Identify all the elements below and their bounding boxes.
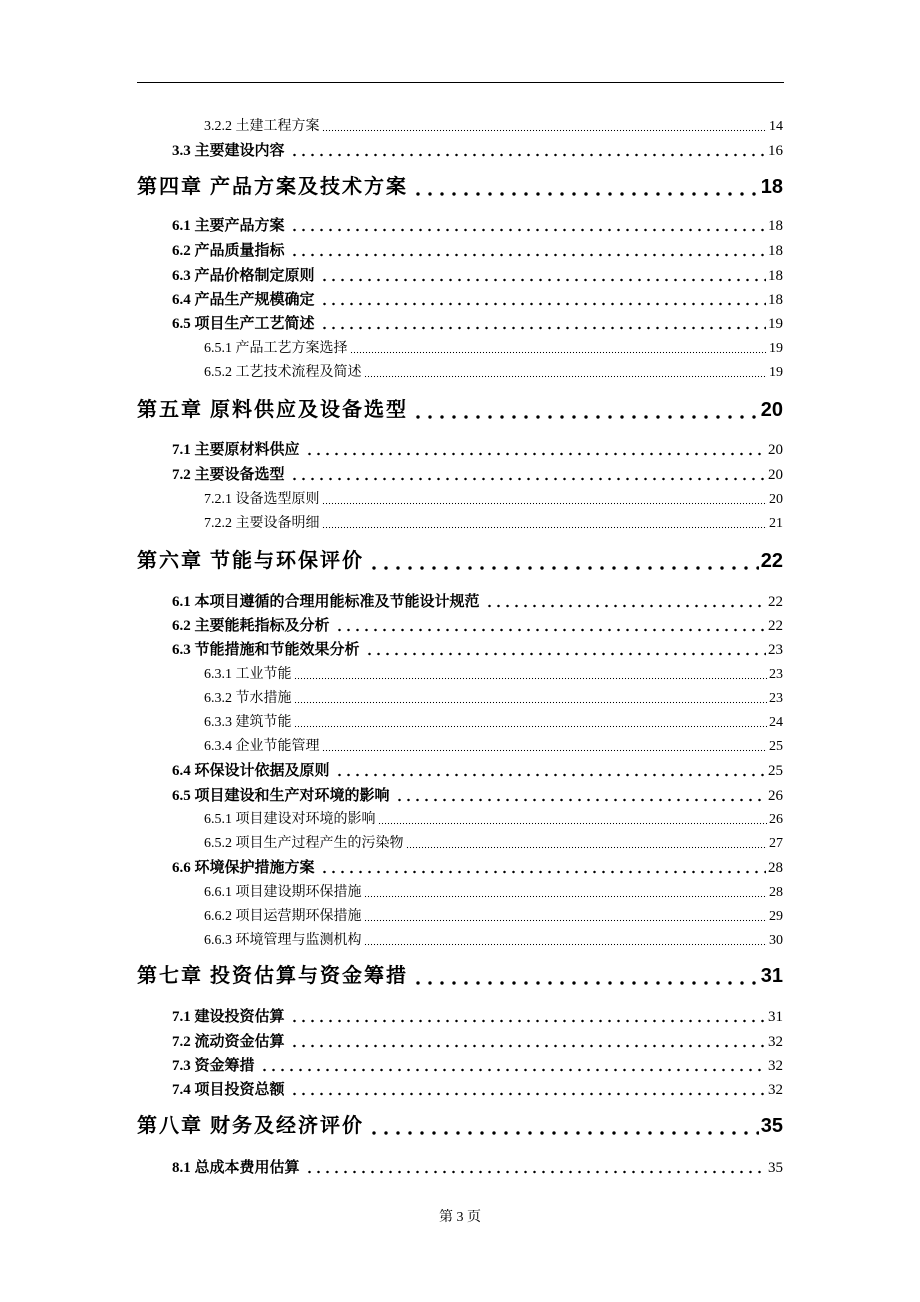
toc-chapter-page: 18 bbox=[760, 176, 783, 198]
toc-entry[interactable] bbox=[204, 488, 783, 508]
dot-leader bbox=[322, 488, 768, 508]
toc-entry-page: 22 bbox=[768, 594, 783, 610]
toc-chapter-page: 22 bbox=[760, 550, 783, 572]
page-number-footer: 第 3 页 bbox=[439, 1210, 481, 1225]
toc-entry-label: 6.2 产品质量指标 bbox=[172, 243, 285, 259]
toc-entry-label: 6.3 节能措施和节能效果分析 bbox=[172, 642, 360, 658]
dot-leader bbox=[322, 735, 768, 755]
toc-entry-label: 6.1 本项目遵循的合理用能标准及节能设计规范 bbox=[172, 594, 480, 610]
toc-entry-label: 3.3 主要建设内容 bbox=[172, 143, 285, 159]
toc-entry-page: 28 bbox=[769, 885, 783, 900]
toc-entry[interactable] bbox=[172, 311, 783, 333]
toc-chapter-label: 第五章 原料供应及设备选型 bbox=[137, 399, 408, 421]
toc-entry[interactable] bbox=[204, 929, 783, 949]
toc-entry-label: 6.5.1 产品工艺方案选择 bbox=[204, 341, 348, 356]
toc-entry-page: 24 bbox=[769, 715, 783, 730]
dot-leader bbox=[287, 238, 766, 260]
toc-entry-page: 26 bbox=[768, 788, 783, 804]
toc-entry-page: 23 bbox=[769, 691, 783, 706]
toc-chapter[interactable] bbox=[137, 394, 783, 422]
toc-entry-page: 14 bbox=[769, 119, 783, 134]
toc-entry-page: 32 bbox=[768, 1034, 783, 1050]
dot-leader bbox=[322, 115, 768, 135]
dot-leader bbox=[294, 711, 768, 731]
toc-entry[interactable] bbox=[172, 263, 783, 285]
toc-entry-page: 30 bbox=[769, 933, 783, 948]
dot-leader bbox=[410, 960, 759, 988]
toc-entry[interactable] bbox=[172, 855, 783, 877]
dot-leader bbox=[392, 783, 766, 805]
toc-entry-page: 27 bbox=[769, 836, 783, 851]
toc-entry-page: 18 bbox=[768, 243, 783, 259]
dot-leader bbox=[287, 138, 766, 160]
toc-entry-page: 20 bbox=[769, 492, 783, 507]
toc-entry-page: 19 bbox=[769, 365, 783, 380]
dot-leader bbox=[317, 855, 766, 877]
toc-entry[interactable] bbox=[172, 1077, 783, 1099]
toc-entry[interactable] bbox=[204, 512, 783, 532]
toc-entry-label: 7.2.1 设备选型原则 bbox=[204, 492, 320, 507]
toc-entry-label: 6.5 项目生产工艺简述 bbox=[172, 316, 315, 332]
toc-entry-label: 7.2 主要设备选型 bbox=[172, 467, 285, 483]
toc-entry[interactable] bbox=[204, 687, 783, 707]
toc-entry-page: 28 bbox=[768, 860, 783, 876]
toc-entry[interactable] bbox=[204, 808, 783, 828]
toc-entry-page: 20 bbox=[768, 467, 783, 483]
toc-entry-label: 7.1 主要原材料供应 bbox=[172, 442, 300, 458]
toc-entry[interactable] bbox=[204, 663, 783, 683]
toc-chapter-label: 第六章 节能与环保评价 bbox=[137, 550, 364, 572]
toc-chapter-page: 35 bbox=[760, 1115, 783, 1137]
toc-entry[interactable] bbox=[172, 1029, 783, 1051]
toc-entry[interactable] bbox=[172, 637, 783, 659]
toc-entry-label: 6.5 项目建设和生产对环境的影响 bbox=[172, 788, 390, 804]
dot-leader bbox=[287, 462, 766, 484]
toc-entry-label: 6.3.3 建筑节能 bbox=[204, 715, 292, 730]
toc-entry[interactable] bbox=[204, 361, 783, 381]
toc-entry[interactable] bbox=[172, 1004, 783, 1026]
toc-entry-label: 6.5.2 工艺技术流程及简述 bbox=[204, 365, 362, 380]
toc-entry[interactable] bbox=[204, 711, 783, 731]
toc-entry-label: 6.1 主要产品方案 bbox=[172, 218, 285, 234]
toc-entry-page: 25 bbox=[768, 763, 783, 779]
toc-entry[interactable] bbox=[172, 783, 783, 805]
dot-leader bbox=[302, 1155, 766, 1177]
toc-entry[interactable] bbox=[172, 589, 783, 611]
toc-entry[interactable] bbox=[172, 287, 783, 309]
dot-leader bbox=[287, 213, 766, 235]
toc-entry-label: 6.2 主要能耗指标及分析 bbox=[172, 618, 330, 634]
toc-entry-page: 25 bbox=[769, 739, 783, 754]
toc-entry[interactable] bbox=[204, 337, 783, 357]
toc-entry[interactable] bbox=[172, 758, 783, 780]
dot-leader bbox=[294, 687, 768, 707]
toc-entry-page: 31 bbox=[768, 1009, 783, 1025]
toc-entry-label: 6.6 环境保护措施方案 bbox=[172, 860, 315, 876]
toc-entry-label: 6.6.2 项目运营期环保措施 bbox=[204, 909, 362, 924]
dot-leader bbox=[332, 613, 766, 635]
toc-entry-page: 18 bbox=[768, 268, 783, 284]
toc-chapter-label: 第四章 产品方案及技术方案 bbox=[137, 176, 408, 198]
dot-leader bbox=[287, 1029, 766, 1051]
toc-entry-page: 26 bbox=[769, 812, 783, 827]
dot-leader bbox=[317, 287, 766, 309]
toc-entry[interactable] bbox=[204, 905, 783, 925]
toc-entry-page: 18 bbox=[768, 292, 783, 308]
toc-entry-label: 3.2.2 土建工程方案 bbox=[204, 119, 320, 134]
dot-leader bbox=[410, 171, 759, 199]
dot-leader bbox=[294, 663, 768, 683]
toc-chapter[interactable] bbox=[137, 1110, 783, 1138]
toc-entry-label: 7.2.2 主要设备明细 bbox=[204, 516, 320, 531]
dot-leader bbox=[302, 437, 766, 459]
toc-entry-label: 8.1 总成本费用估算 bbox=[172, 1160, 300, 1176]
dot-leader bbox=[317, 311, 766, 333]
toc-entry[interactable] bbox=[172, 462, 783, 484]
dot-leader bbox=[364, 905, 768, 925]
toc-chapter-label: 第八章 财务及经济评价 bbox=[137, 1115, 364, 1137]
dot-leader bbox=[287, 1077, 766, 1099]
toc-entry[interactable] bbox=[204, 115, 783, 135]
toc-entry-label: 6.3.1 工业节能 bbox=[204, 667, 292, 682]
toc-entry[interactable] bbox=[172, 238, 783, 260]
toc-entry-label: 6.3.4 企业节能管理 bbox=[204, 739, 320, 754]
toc-entry-label: 7.3 资金筹措 bbox=[172, 1058, 255, 1074]
dot-leader bbox=[364, 929, 768, 949]
toc-entry-label: 6.4 环保设计依据及原则 bbox=[172, 763, 330, 779]
toc-chapter-label: 第七章 投资估算与资金筹措 bbox=[137, 965, 408, 987]
toc-entry-page: 21 bbox=[769, 516, 783, 531]
toc-entry-page: 35 bbox=[768, 1160, 783, 1176]
toc-entry[interactable] bbox=[204, 735, 783, 755]
toc-entry[interactable] bbox=[172, 1155, 783, 1177]
toc-entry-page: 23 bbox=[769, 667, 783, 682]
toc-entry-label: 6.3.2 节水措施 bbox=[204, 691, 292, 706]
toc-entry-page: 19 bbox=[769, 341, 783, 356]
dot-leader bbox=[364, 881, 768, 901]
toc-entry-page: 23 bbox=[768, 642, 783, 658]
dot-leader bbox=[406, 832, 768, 852]
dot-leader bbox=[362, 637, 766, 659]
toc-entry-label: 6.5.2 项目生产过程产生的污染物 bbox=[204, 836, 404, 851]
toc-chapter-page: 31 bbox=[760, 965, 783, 987]
dot-leader bbox=[257, 1053, 766, 1075]
toc-entry-page: 19 bbox=[768, 316, 783, 332]
toc-chapter[interactable] bbox=[137, 960, 783, 988]
dot-leader bbox=[287, 1004, 766, 1026]
dot-leader bbox=[317, 263, 766, 285]
toc-entry-page: 16 bbox=[768, 143, 783, 159]
toc-entry[interactable] bbox=[172, 437, 783, 459]
toc-chapter[interactable] bbox=[137, 545, 783, 573]
dot-leader bbox=[332, 758, 766, 780]
toc-entry-label: 6.3 产品价格制定原则 bbox=[172, 268, 315, 284]
toc-entry-page: 22 bbox=[768, 618, 783, 634]
toc-entry[interactable] bbox=[204, 832, 783, 852]
dot-leader bbox=[378, 808, 768, 828]
toc-entry-page: 18 bbox=[768, 218, 783, 234]
toc-entry-label: 6.6.1 项目建设期环保措施 bbox=[204, 885, 362, 900]
toc-chapter[interactable] bbox=[137, 171, 783, 199]
dot-leader bbox=[366, 1110, 759, 1138]
toc-entry[interactable] bbox=[172, 138, 783, 160]
toc-entry-label: 6.5.1 项目建设对环境的影响 bbox=[204, 812, 376, 827]
dot-leader bbox=[410, 394, 759, 422]
toc-entry[interactable] bbox=[172, 613, 783, 635]
toc-entry[interactable] bbox=[172, 1053, 783, 1075]
toc-chapter-page: 20 bbox=[760, 399, 783, 421]
dot-leader bbox=[322, 512, 768, 532]
toc-entry[interactable] bbox=[172, 213, 783, 235]
toc-entry-label: 7.1 建设投资估算 bbox=[172, 1009, 285, 1025]
toc-entry[interactable] bbox=[204, 881, 783, 901]
toc-entry-label: 7.4 项目投资总额 bbox=[172, 1082, 285, 1098]
toc-entry-label: 6.4 产品生产规模确定 bbox=[172, 292, 315, 308]
toc-entry-page: 20 bbox=[768, 442, 783, 458]
toc-entry-page: 29 bbox=[769, 909, 783, 924]
dot-leader bbox=[482, 589, 766, 611]
dot-leader bbox=[366, 545, 759, 573]
dot-leader bbox=[350, 337, 768, 357]
toc-entry-label: 7.2 流动资金估算 bbox=[172, 1034, 285, 1050]
toc-entry-page: 32 bbox=[768, 1082, 783, 1098]
toc-entry-label: 6.6.3 环境管理与监测机构 bbox=[204, 933, 362, 948]
dot-leader bbox=[364, 361, 768, 381]
toc-entry-page: 32 bbox=[768, 1058, 783, 1074]
